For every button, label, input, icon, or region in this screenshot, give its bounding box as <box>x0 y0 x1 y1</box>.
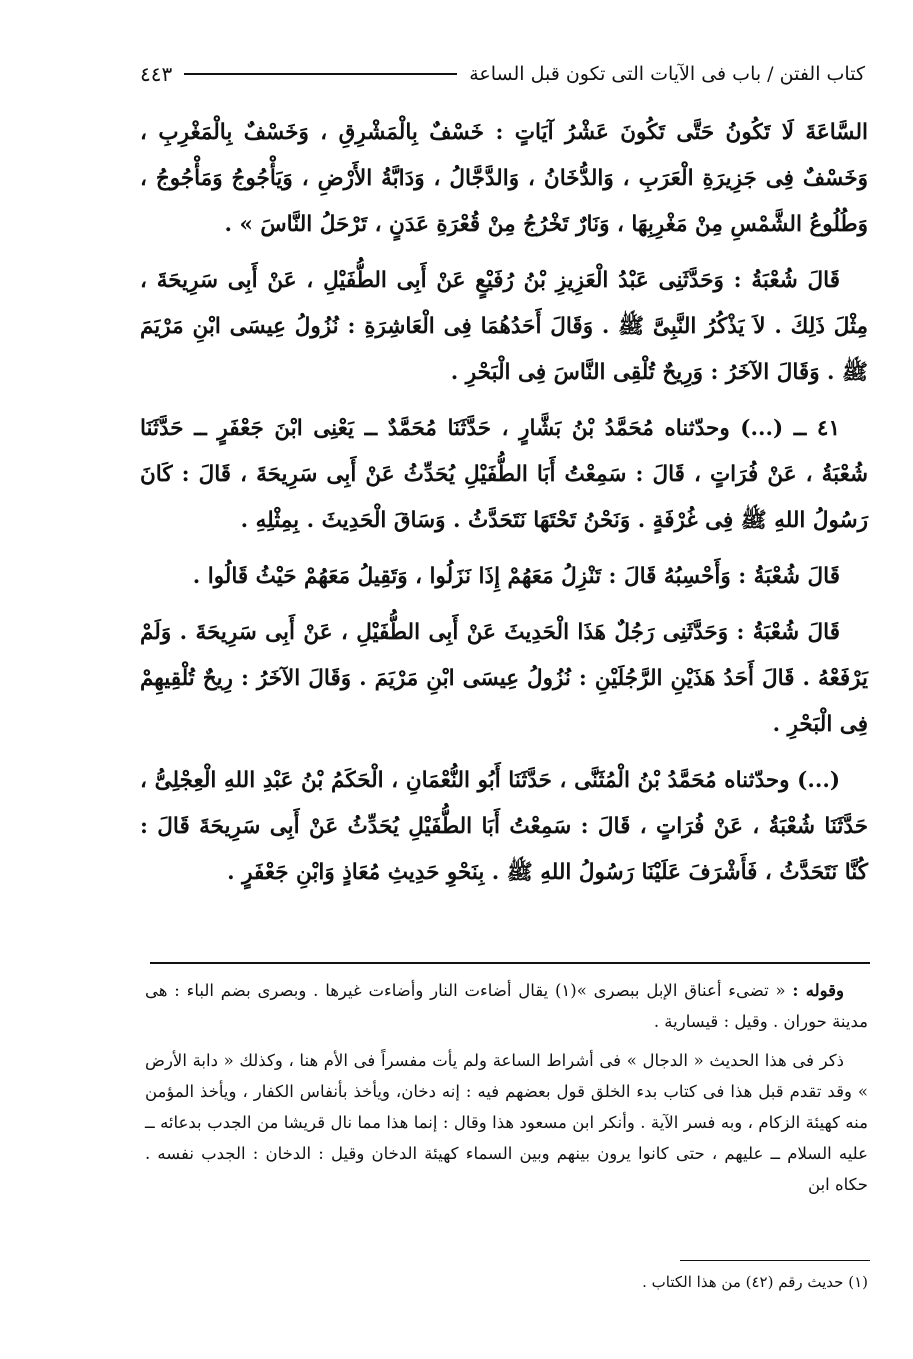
commentary <box>145 975 868 1208</box>
paragraph-4: قَالَ شُعْبَةُ : وَأَحْسِبُهُ قَالَ : تَنْزِلُ مَعَهُمْ إِذَا نَزَلُوا ، وَتَقِيلُ مَعَهُمْ حَيْثُ قَالُوا . <box>192 564 840 589</box>
chapter-title: كتاب الفتن / باب فى الآيات التى تكون قبل الساعة <box>469 63 865 85</box>
footnote-separator <box>680 1260 870 1261</box>
commentary-paragraph-1 <box>145 975 868 1037</box>
paragraph-2: قَالَ شُعْبَةُ : وَحَدَّثَنِى عَبْدُ الْعَزِيزِ بْنُ رُفَيْعٍ عَنْ أَبِى الطُّفَيْلِ ، عَنْ أَبِى سَرِيحَةَ ، مِثْلَ ذَلِكَ . لاَ يَذْكُرُ النَّبِىَّ ﷺ . وَقَالَ أَحَدُهُمَا فِى الْعَاشِرَةِ : نُزُولُ عِيسَى ابْنِ مَرْيَمَ ﷺ . وَقَالَ الآخَرُ : وَرِيحٌ تُلْقِى النَّاسَ فِى الْبَحْرِ . <box>140 268 868 385</box>
paragraph-6: (...) وحدّثناه مُحَمَّدُ بْنُ الْمُثَنَّى ، حَدَّثَنَا أَبُو النُّعْمَانِ ، الْحَكَمُ بْنُ عَبْدِ اللهِ الْعِجْلِىُّ ، حَدَّثَنَا شُعْبَةُ ، عَنْ فُرَاتٍ ، قَالَ : سَمِعْتُ أَبَا الطُّفَيْلِ يُحَدِّثُ عَنْ أَبِى سَرِيحَةَ قَالَ : كُنَّا نَتَحَدَّثُ ، فَأَشْرَفَ عَلَيْنَا رَسُولُ اللهِ ﷺ . بِنَحْوِ حَدِيثِ مُعَاذٍ وَابْنِ جَعْفَرٍ . <box>140 768 868 885</box>
commentary-separator <box>150 962 870 964</box>
header-rule <box>184 73 457 75</box>
hadith-text <box>140 110 868 906</box>
page-number: ٤٤٣ <box>140 62 173 86</box>
paragraph-3: ٤١ ــ (...) وحدّثناه مُحَمَّدُ بْنُ بَشَّارٍ ، حَدَّثَنَا مُحَمَّدٌ ــ يَعْنِى ابْنَ جَعْفَرٍ ــ حَدَّثَنَا شُعْبَةُ ، عَنْ فُرَاتٍ ، قَالَ : سَمِعْتُ أَبَا الطُّفَيْلِ يُحَدِّثُ عَنْ أَبِى سَرِيحَةَ ، قَالَ : كَانَ رَسُولُ اللهِ ﷺ فِى غُرْفَةٍ . وَنَحْنُ تَحْتَهَا نَتَحَدَّثُ . وَسَاقَ الْحَدِيثَ . بِمِثْلِهِ . <box>140 416 868 533</box>
commentary-lead: وقوله : <box>792 981 845 1000</box>
commentary-text-1: « تضىء أعناق الإبل ببصرى »(١) يقال أضاءت النار وأضاءت غيرها . وبصرى بضم الباء : هى مدينة حوران . وقيل : قيسارية . <box>145 981 868 1031</box>
commentary-paragraph-2: ذكر فى هذا الحديث « الدجال » فى أشراط الساعة ولم يأت مفسراً فى الأم هنا ، وكذلك « دابة الأرض » وقد تقدم قبل هذا فى كتاب بدء الخلق قول بعضهم فيه : إنه دخان، ويأخذ بأنفاس الكفار ، ويأخذ المؤمن منه كهيئة الزكام ، وبه فسر الآية . وأنكر ابن مسعود هذا وقال : إنما هذا مما نال قريشا من الجدب بدعائه ــ عليه السلام ــ عليهم ، حتى كانوا يرون بينهم وبين السماء كهيئة الدخان وقيل : الدخان : الجدب نفسه . حكاه ابن <box>145 1051 868 1194</box>
footnote: (١) حديث رقم (٤٢) من هذا الكتاب . <box>642 1273 868 1291</box>
paragraph-5: قَالَ شُعْبَةُ : وَحَدَّثَنِى رَجُلٌ هَذَا الْحَدِيثَ عَنْ أَبِى الطُّفَيْلِ ، عَنْ أَبِى سَرِيحَةَ . وَلَمْ يَرْفَعْهُ . قَالَ أَحَدُ هَذَيْنِ الرَّجُلَيْنِ : نُزُولُ عِيسَى ابْنِ مَرْيَمَ . وَقَالَ الآخَرُ : رِيحٌ تُلْقِيهِمْ فِى الْبَحْرِ . <box>140 620 868 737</box>
paragraph-1: السَّاعَةَ لَا تَكُونُ حَتَّى تَكُونَ عَشْرُ آيَاتٍ : خَسْفٌ بِالْمَشْرِقِ ، وَخَسْفٌ بِالْمَغْرِبِ ، وَخَسْفٌ فِى جَزِيرَةِ الْعَرَبِ ، وَالدُّخَانُ ، وَالدَّجَّالُ ، وَدَابَّةُ الأَرْضِ ، وَيَأْجُوجُ وَمَأْجُوجُ ، وَطُلُوعُ الشَّمْسِ مِنْ مَغْرِبِهَا ، وَنَارٌ تَخْرُجُ مِنْ قُعْرَةِ عَدَنٍ ، تَرْحَلُ النَّاسَ » . <box>140 120 868 237</box>
running-header <box>140 58 865 90</box>
